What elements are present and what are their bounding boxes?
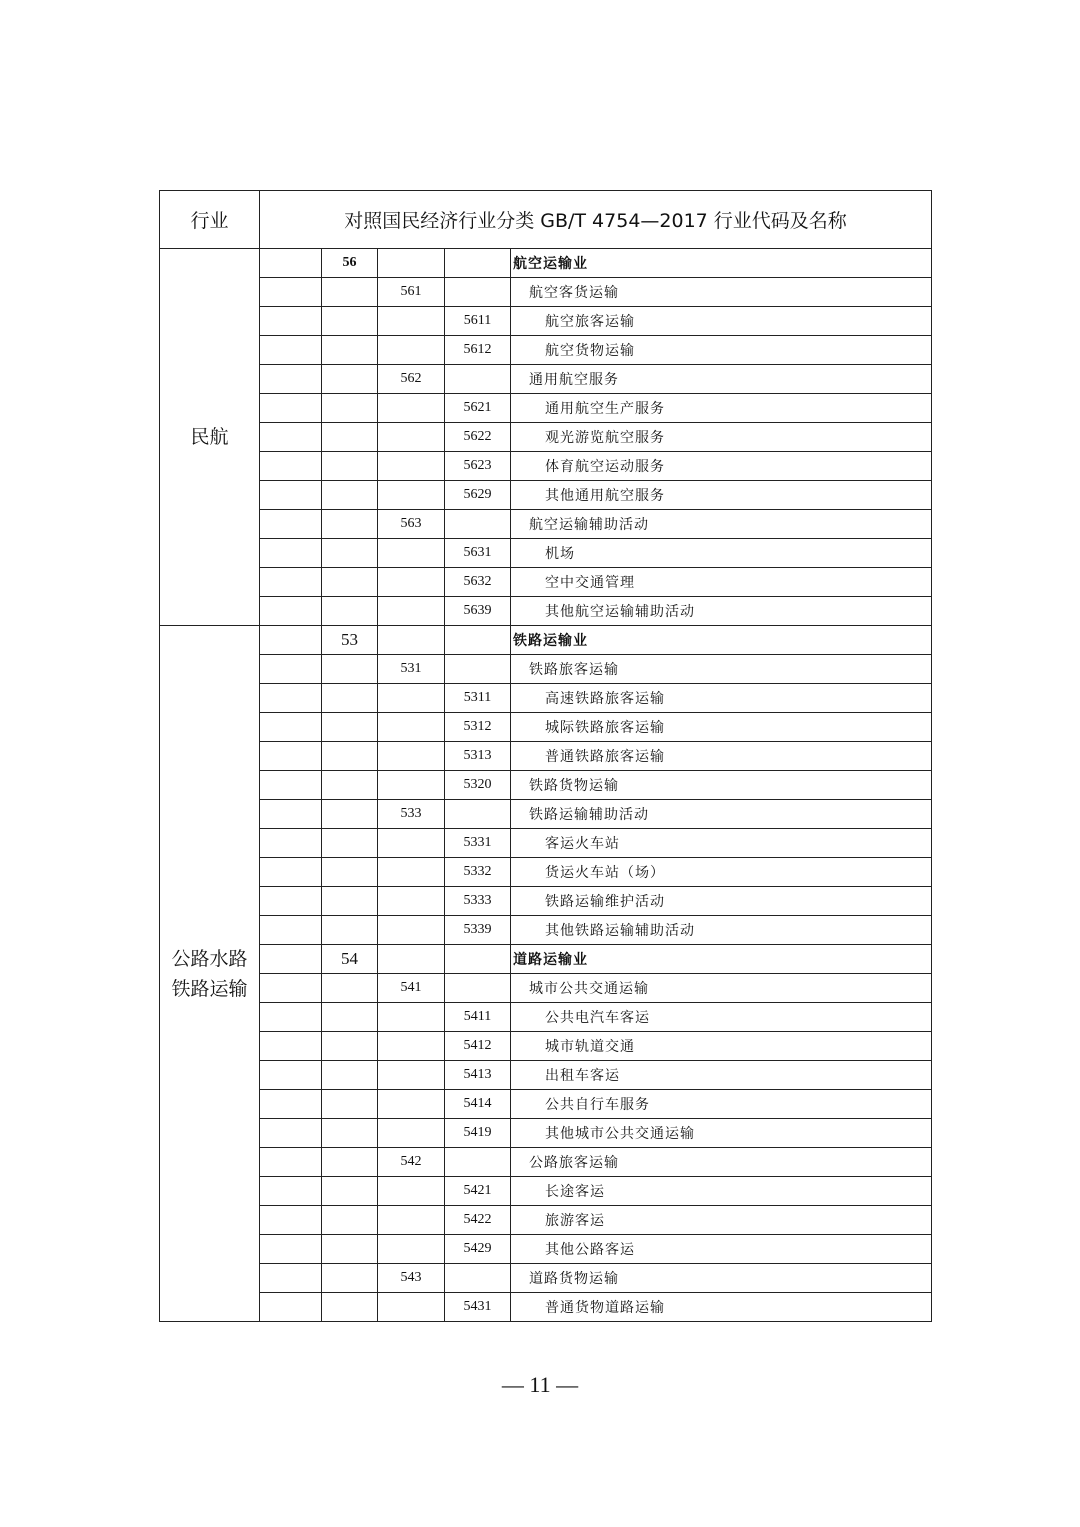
- major-code-cell: [322, 1264, 378, 1293]
- major-code-cell: [322, 510, 378, 539]
- small-code-cell: [445, 1148, 511, 1177]
- table-row: [160, 655, 932, 684]
- major-code-cell: [322, 1206, 378, 1235]
- small-code-cell: 5313: [445, 742, 511, 771]
- blank-code-cell: [260, 713, 322, 742]
- small-code-cell: 5331: [445, 829, 511, 858]
- mid-code-cell: [378, 1090, 445, 1119]
- industry-code-table: [159, 190, 932, 1322]
- small-code-cell: [445, 510, 511, 539]
- blank-code-cell: [260, 1206, 322, 1235]
- table-row: [160, 858, 932, 887]
- mid-code-cell: 561: [378, 278, 445, 307]
- mid-code-cell: [378, 452, 445, 481]
- table-row: [160, 771, 932, 800]
- category-name-cell: 其他通用航空服务: [511, 481, 932, 510]
- category-name-cell: 道路运输业: [511, 945, 932, 974]
- category-name-cell: 铁路运输辅助活动: [511, 800, 932, 829]
- table-row: [160, 249, 932, 278]
- small-code-cell: 5413: [445, 1061, 511, 1090]
- blank-code-cell: [260, 1119, 322, 1148]
- small-code-cell: [445, 365, 511, 394]
- major-code-cell: [322, 916, 378, 945]
- major-code-cell: [322, 1090, 378, 1119]
- small-code-cell: [445, 1264, 511, 1293]
- table-row: [160, 1003, 932, 1032]
- small-code-cell: [445, 974, 511, 1003]
- small-code-cell: 5632: [445, 568, 511, 597]
- major-code-cell: [322, 1177, 378, 1206]
- blank-code-cell: [260, 916, 322, 945]
- category-name-cell: 航空运输辅助活动: [511, 510, 932, 539]
- blank-code-cell: [260, 394, 322, 423]
- mid-code-cell: [378, 1206, 445, 1235]
- category-name-cell: 铁路货物运输: [511, 771, 932, 800]
- blank-code-cell: [260, 278, 322, 307]
- blank-code-cell: [260, 452, 322, 481]
- mid-code-cell: [378, 1119, 445, 1148]
- mid-code-cell: 563: [378, 510, 445, 539]
- category-name-cell: 其他铁路运输辅助活动: [511, 916, 932, 945]
- blank-code-cell: [260, 336, 322, 365]
- page-number: — 11 —: [501, 1372, 579, 1397]
- mid-code-cell: [378, 249, 445, 278]
- blank-code-cell: [260, 974, 322, 1003]
- major-code-cell: [322, 336, 378, 365]
- small-code-cell: 5412: [445, 1032, 511, 1061]
- mid-code-cell: [378, 1061, 445, 1090]
- major-code-cell: 53: [322, 626, 378, 655]
- major-code-cell: [322, 1235, 378, 1264]
- small-code-cell: [445, 655, 511, 684]
- mid-code-cell: [378, 1293, 445, 1322]
- category-name-cell: 旅游客运: [511, 1206, 932, 1235]
- mid-code-cell: [378, 307, 445, 336]
- blank-code-cell: [260, 539, 322, 568]
- small-code-cell: [445, 626, 511, 655]
- small-code-cell: 5429: [445, 1235, 511, 1264]
- category-name-cell: 航空客货运输: [511, 278, 932, 307]
- small-code-cell: 5411: [445, 1003, 511, 1032]
- blank-code-cell: [260, 1264, 322, 1293]
- mid-code-cell: [378, 916, 445, 945]
- category-name-cell: 航空旅客运输: [511, 307, 932, 336]
- major-code-cell: [322, 1032, 378, 1061]
- small-code-cell: 5312: [445, 713, 511, 742]
- small-code-cell: 5639: [445, 597, 511, 626]
- mid-code-cell: [378, 336, 445, 365]
- blank-code-cell: [260, 1177, 322, 1206]
- table-row: [160, 829, 932, 858]
- mid-code-cell: [378, 1003, 445, 1032]
- category-name-cell: 公共电汽车客运: [511, 1003, 932, 1032]
- mid-code-cell: [378, 684, 445, 713]
- category-name-cell: 普通铁路旅客运输: [511, 742, 932, 771]
- blank-code-cell: [260, 510, 322, 539]
- mid-code-cell: 541: [378, 974, 445, 1003]
- blank-code-cell: [260, 597, 322, 626]
- blank-code-cell: [260, 481, 322, 510]
- blank-code-cell: [260, 307, 322, 336]
- table-row: [160, 568, 932, 597]
- table-row: [160, 974, 932, 1003]
- major-code-cell: [322, 1003, 378, 1032]
- table-row: [160, 742, 932, 771]
- small-code-cell: [445, 945, 511, 974]
- category-name-cell: 航空货物运输: [511, 336, 932, 365]
- blank-code-cell: [260, 1090, 322, 1119]
- major-code-cell: [322, 394, 378, 423]
- major-code-cell: [322, 858, 378, 887]
- category-name-cell: 高速铁路旅客运输: [511, 684, 932, 713]
- small-code-cell: 5414: [445, 1090, 511, 1119]
- table-row: [160, 1235, 932, 1264]
- major-code-cell: [322, 365, 378, 394]
- table-row: [160, 1148, 932, 1177]
- category-name-cell: 其他城市公共交通运输: [511, 1119, 932, 1148]
- table-row: [160, 423, 932, 452]
- classification-column-header: 对照国民经济行业分类 GB/T 4754—2017 行业代码及名称: [260, 191, 932, 249]
- industry-cell: 公路水路 铁路运输: [160, 626, 260, 1322]
- table-row: [160, 945, 932, 974]
- major-code-cell: [322, 481, 378, 510]
- blank-code-cell: [260, 1003, 322, 1032]
- small-code-cell: 5629: [445, 481, 511, 510]
- table-row: [160, 713, 932, 742]
- major-code-cell: [322, 684, 378, 713]
- table-row: [160, 684, 932, 713]
- small-code-cell: 5339: [445, 916, 511, 945]
- table-row: [160, 278, 932, 307]
- category-name-cell: 体育航空运动服务: [511, 452, 932, 481]
- blank-code-cell: [260, 858, 322, 887]
- mid-code-cell: 562: [378, 365, 445, 394]
- small-code-cell: 5622: [445, 423, 511, 452]
- major-code-cell: [322, 742, 378, 771]
- table-row: [160, 1206, 932, 1235]
- table-row: [160, 626, 932, 655]
- table-row: [160, 336, 932, 365]
- small-code-cell: 5422: [445, 1206, 511, 1235]
- category-name-cell: 通用航空服务: [511, 365, 932, 394]
- blank-code-cell: [260, 742, 322, 771]
- mid-code-cell: [378, 626, 445, 655]
- small-code-cell: 5631: [445, 539, 511, 568]
- major-code-cell: [322, 1119, 378, 1148]
- blank-code-cell: [260, 568, 322, 597]
- major-code-cell: [322, 1293, 378, 1322]
- industry-column-header: 行业: [160, 191, 260, 249]
- table-row: [160, 481, 932, 510]
- mid-code-cell: [378, 858, 445, 887]
- major-code-cell: [322, 1061, 378, 1090]
- major-code-cell: [322, 771, 378, 800]
- small-code-cell: 5320: [445, 771, 511, 800]
- table-row: [160, 539, 932, 568]
- category-name-cell: 铁路运输维护活动: [511, 887, 932, 916]
- mid-code-cell: 543: [378, 1264, 445, 1293]
- small-code-cell: 5623: [445, 452, 511, 481]
- major-code-cell: [322, 568, 378, 597]
- table-row: [160, 510, 932, 539]
- mid-code-cell: [378, 423, 445, 452]
- small-code-cell: 5621: [445, 394, 511, 423]
- blank-code-cell: [260, 887, 322, 916]
- mid-code-cell: [378, 394, 445, 423]
- category-name-cell: 通用航空生产服务: [511, 394, 932, 423]
- blank-code-cell: [260, 1235, 322, 1264]
- small-code-cell: 5431: [445, 1293, 511, 1322]
- table-row: [160, 1293, 932, 1322]
- category-name-cell: 公共自行车服务: [511, 1090, 932, 1119]
- category-name-cell: 城际铁路旅客运输: [511, 713, 932, 742]
- blank-code-cell: [260, 1293, 322, 1322]
- table-row: [160, 1090, 932, 1119]
- category-name-cell: 普通货物道路运输: [511, 1293, 932, 1322]
- table-row: [160, 597, 932, 626]
- major-code-cell: [322, 539, 378, 568]
- table-row: [160, 1032, 932, 1061]
- table-row: [160, 1264, 932, 1293]
- major-code-cell: [322, 800, 378, 829]
- table-row: [160, 452, 932, 481]
- blank-code-cell: [260, 829, 322, 858]
- major-code-cell: [322, 829, 378, 858]
- blank-code-cell: [260, 655, 322, 684]
- table-row: [160, 800, 932, 829]
- category-name-cell: 其他公路客运: [511, 1235, 932, 1264]
- table-body: [160, 249, 932, 1322]
- major-code-cell: [322, 1148, 378, 1177]
- blank-code-cell: [260, 626, 322, 655]
- mid-code-cell: [378, 713, 445, 742]
- major-code-cell: [322, 423, 378, 452]
- mid-code-cell: [378, 1235, 445, 1264]
- category-name-cell: 城市轨道交通: [511, 1032, 932, 1061]
- major-code-cell: [322, 452, 378, 481]
- major-code-cell: [322, 307, 378, 336]
- table-row: [160, 365, 932, 394]
- category-name-cell: 城市公共交通运输: [511, 974, 932, 1003]
- mid-code-cell: [378, 1032, 445, 1061]
- category-name-cell: 空中交通管理: [511, 568, 932, 597]
- blank-code-cell: [260, 771, 322, 800]
- mid-code-cell: 533: [378, 800, 445, 829]
- blank-code-cell: [260, 365, 322, 394]
- mid-code-cell: [378, 742, 445, 771]
- major-code-cell: 56: [322, 249, 378, 278]
- blank-code-cell: [260, 800, 322, 829]
- major-code-cell: [322, 597, 378, 626]
- blank-code-cell: [260, 684, 322, 713]
- category-name-cell: 机场: [511, 539, 932, 568]
- major-code-cell: [322, 974, 378, 1003]
- mid-code-cell: [378, 597, 445, 626]
- mid-code-cell: [378, 568, 445, 597]
- category-name-cell: 其他航空运输辅助活动: [511, 597, 932, 626]
- mid-code-cell: [378, 829, 445, 858]
- blank-code-cell: [260, 249, 322, 278]
- major-code-cell: [322, 887, 378, 916]
- small-code-cell: 5333: [445, 887, 511, 916]
- small-code-cell: 5332: [445, 858, 511, 887]
- category-name-cell: 客运火车站: [511, 829, 932, 858]
- industry-cell: 民航: [160, 249, 260, 626]
- mid-code-cell: [378, 539, 445, 568]
- major-code-cell: 54: [322, 945, 378, 974]
- mid-code-cell: 531: [378, 655, 445, 684]
- major-code-cell: [322, 713, 378, 742]
- small-code-cell: 5421: [445, 1177, 511, 1206]
- blank-code-cell: [260, 945, 322, 974]
- small-code-cell: 5611: [445, 307, 511, 336]
- category-name-cell: 道路货物运输: [511, 1264, 932, 1293]
- category-name-cell: 观光游览航空服务: [511, 423, 932, 452]
- category-name-cell: 航空运输业: [511, 249, 932, 278]
- small-code-cell: 5311: [445, 684, 511, 713]
- table-row: [160, 916, 932, 945]
- table-row: [160, 887, 932, 916]
- category-name-cell: 铁路旅客运输: [511, 655, 932, 684]
- major-code-cell: [322, 278, 378, 307]
- blank-code-cell: [260, 423, 322, 452]
- small-code-cell: [445, 249, 511, 278]
- table-row: [160, 1061, 932, 1090]
- small-code-cell: 5419: [445, 1119, 511, 1148]
- table-row: [160, 307, 932, 336]
- small-code-cell: [445, 278, 511, 307]
- category-name-cell: 长途客运: [511, 1177, 932, 1206]
- major-code-cell: [322, 655, 378, 684]
- blank-code-cell: [260, 1061, 322, 1090]
- category-name-cell: 公路旅客运输: [511, 1148, 932, 1177]
- mid-code-cell: [378, 481, 445, 510]
- table-row: [160, 1119, 932, 1148]
- blank-code-cell: [260, 1148, 322, 1177]
- table-row: [160, 1177, 932, 1206]
- mid-code-cell: [378, 945, 445, 974]
- small-code-cell: 5612: [445, 336, 511, 365]
- category-name-cell: 铁路运输业: [511, 626, 932, 655]
- small-code-cell: [445, 800, 511, 829]
- mid-code-cell: [378, 887, 445, 916]
- mid-code-cell: [378, 1177, 445, 1206]
- mid-code-cell: [378, 771, 445, 800]
- table-row: [160, 394, 932, 423]
- mid-code-cell: 542: [378, 1148, 445, 1177]
- blank-code-cell: [260, 1032, 322, 1061]
- table-header-row: [160, 191, 932, 249]
- category-name-cell: 货运火车站（场）: [511, 858, 932, 887]
- category-name-cell: 出租车客运: [511, 1061, 932, 1090]
